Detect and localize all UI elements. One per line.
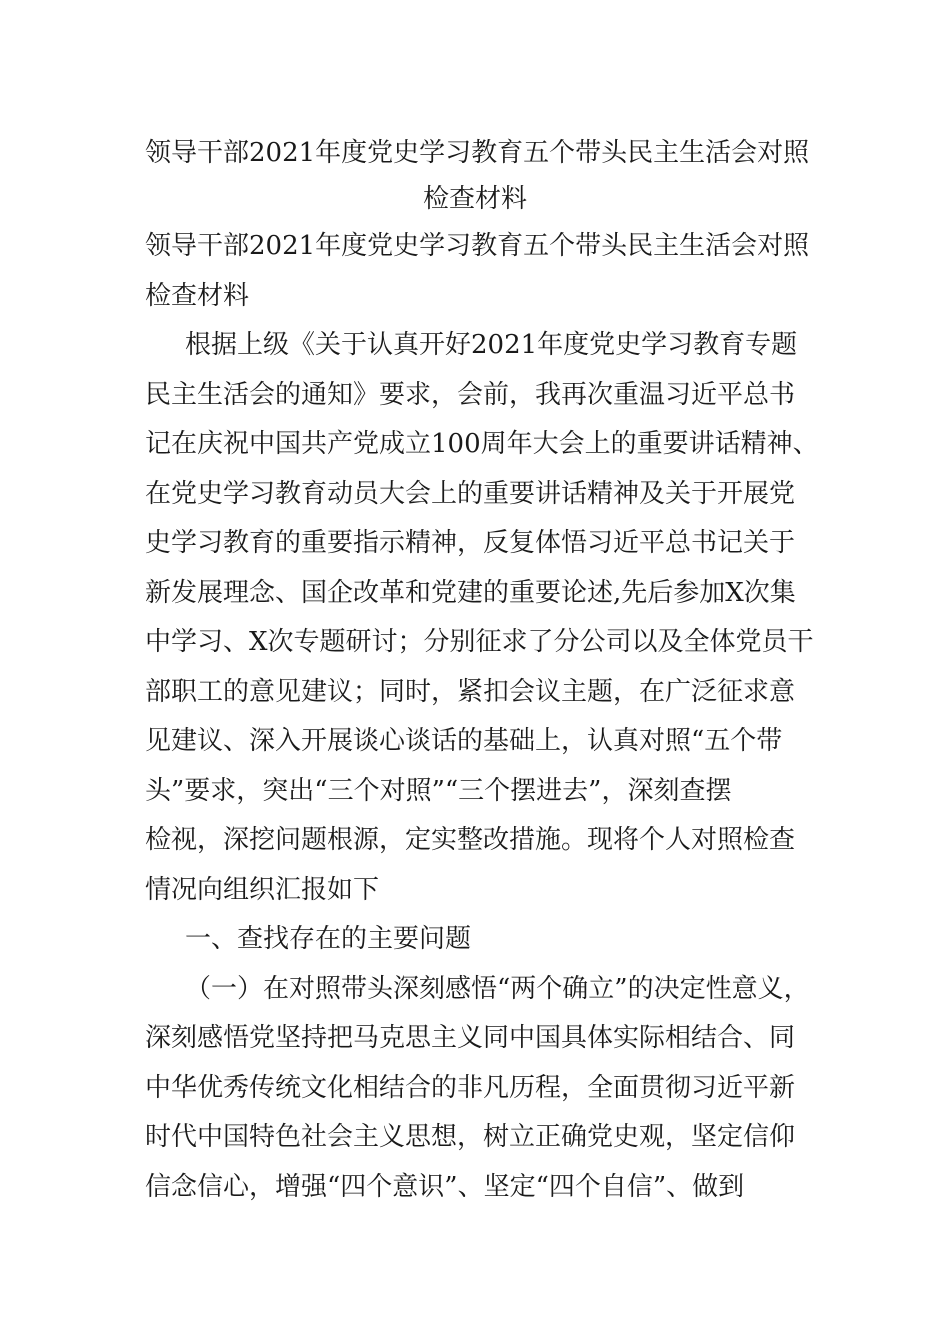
body-line: 信念信心，增强“四个意识”、坚定“四个自信”、做到 (145, 1171, 745, 1202)
document-title-line-2: 检查材料 (422, 184, 527, 214)
body-line: 在党史学习教育动员大会上的重要讲话精神及关于开展党 (145, 478, 796, 509)
document-title-line-1: 领导干部2021年度党史学习教育五个带头民主生活会对照 (145, 138, 810, 168)
body-line: 检查材料 (145, 280, 250, 311)
body-line: 见建议、深入开展谈心谈话的基础上，认真对照“五个带 (145, 726, 783, 756)
document-page (145, 130, 825, 1212)
body-line: 根据上级《关于认真开好2021年度党史学习教育专题 (185, 330, 798, 360)
body-line: 深刻感悟党坚持把马克思主义同中国具体实际相结合、同 (145, 1023, 796, 1053)
body-line: 情况向组织汇报如下 (145, 874, 380, 905)
body-line: 领导干部2021年度党史学习教育五个带头民主生活会对照 (145, 231, 810, 261)
body-line: 部职工的意见建议；同时，紧扣会议主题，在广泛征求意 (145, 676, 796, 707)
body-line: 时代中国特色社会主义思想，树立正确党史观，坚定信仰 (145, 1122, 796, 1152)
body-line: 史学习教育的重要指示精神，反复体悟习近平总书记关于 (145, 528, 796, 558)
body-line: 民主生活会的通知》要求，会前，我再次重温习近平总书 (145, 379, 796, 410)
body-line: 中华优秀传统文化相结合的非凡历程，全面贯彻习近平新 (145, 1072, 796, 1103)
section-heading: 一、查找存在的主要问题 (185, 924, 472, 954)
document-body (145, 222, 825, 1212)
body-line: 头”要求，突出“三个对照”“三个摆进去”，深刻查摆 (145, 775, 732, 806)
body-line: 中学习、X次专题研讨；分别征求了分公司以及全体党员干 (145, 627, 814, 657)
body-line: （一）在对照带头深刻感悟“两个确立”的决定性意义， (185, 973, 810, 1004)
body-line: 检视，深挖问题根源，定实整改措施。现将个人对照检查 (145, 825, 796, 855)
body-line: 新发展理念、国企改革和党建的重要论述,先后参加X次集 (145, 577, 796, 608)
body-line: 记在庆祝中国共产党成立100周年大会上的重要讲话精神、 (145, 429, 819, 459)
